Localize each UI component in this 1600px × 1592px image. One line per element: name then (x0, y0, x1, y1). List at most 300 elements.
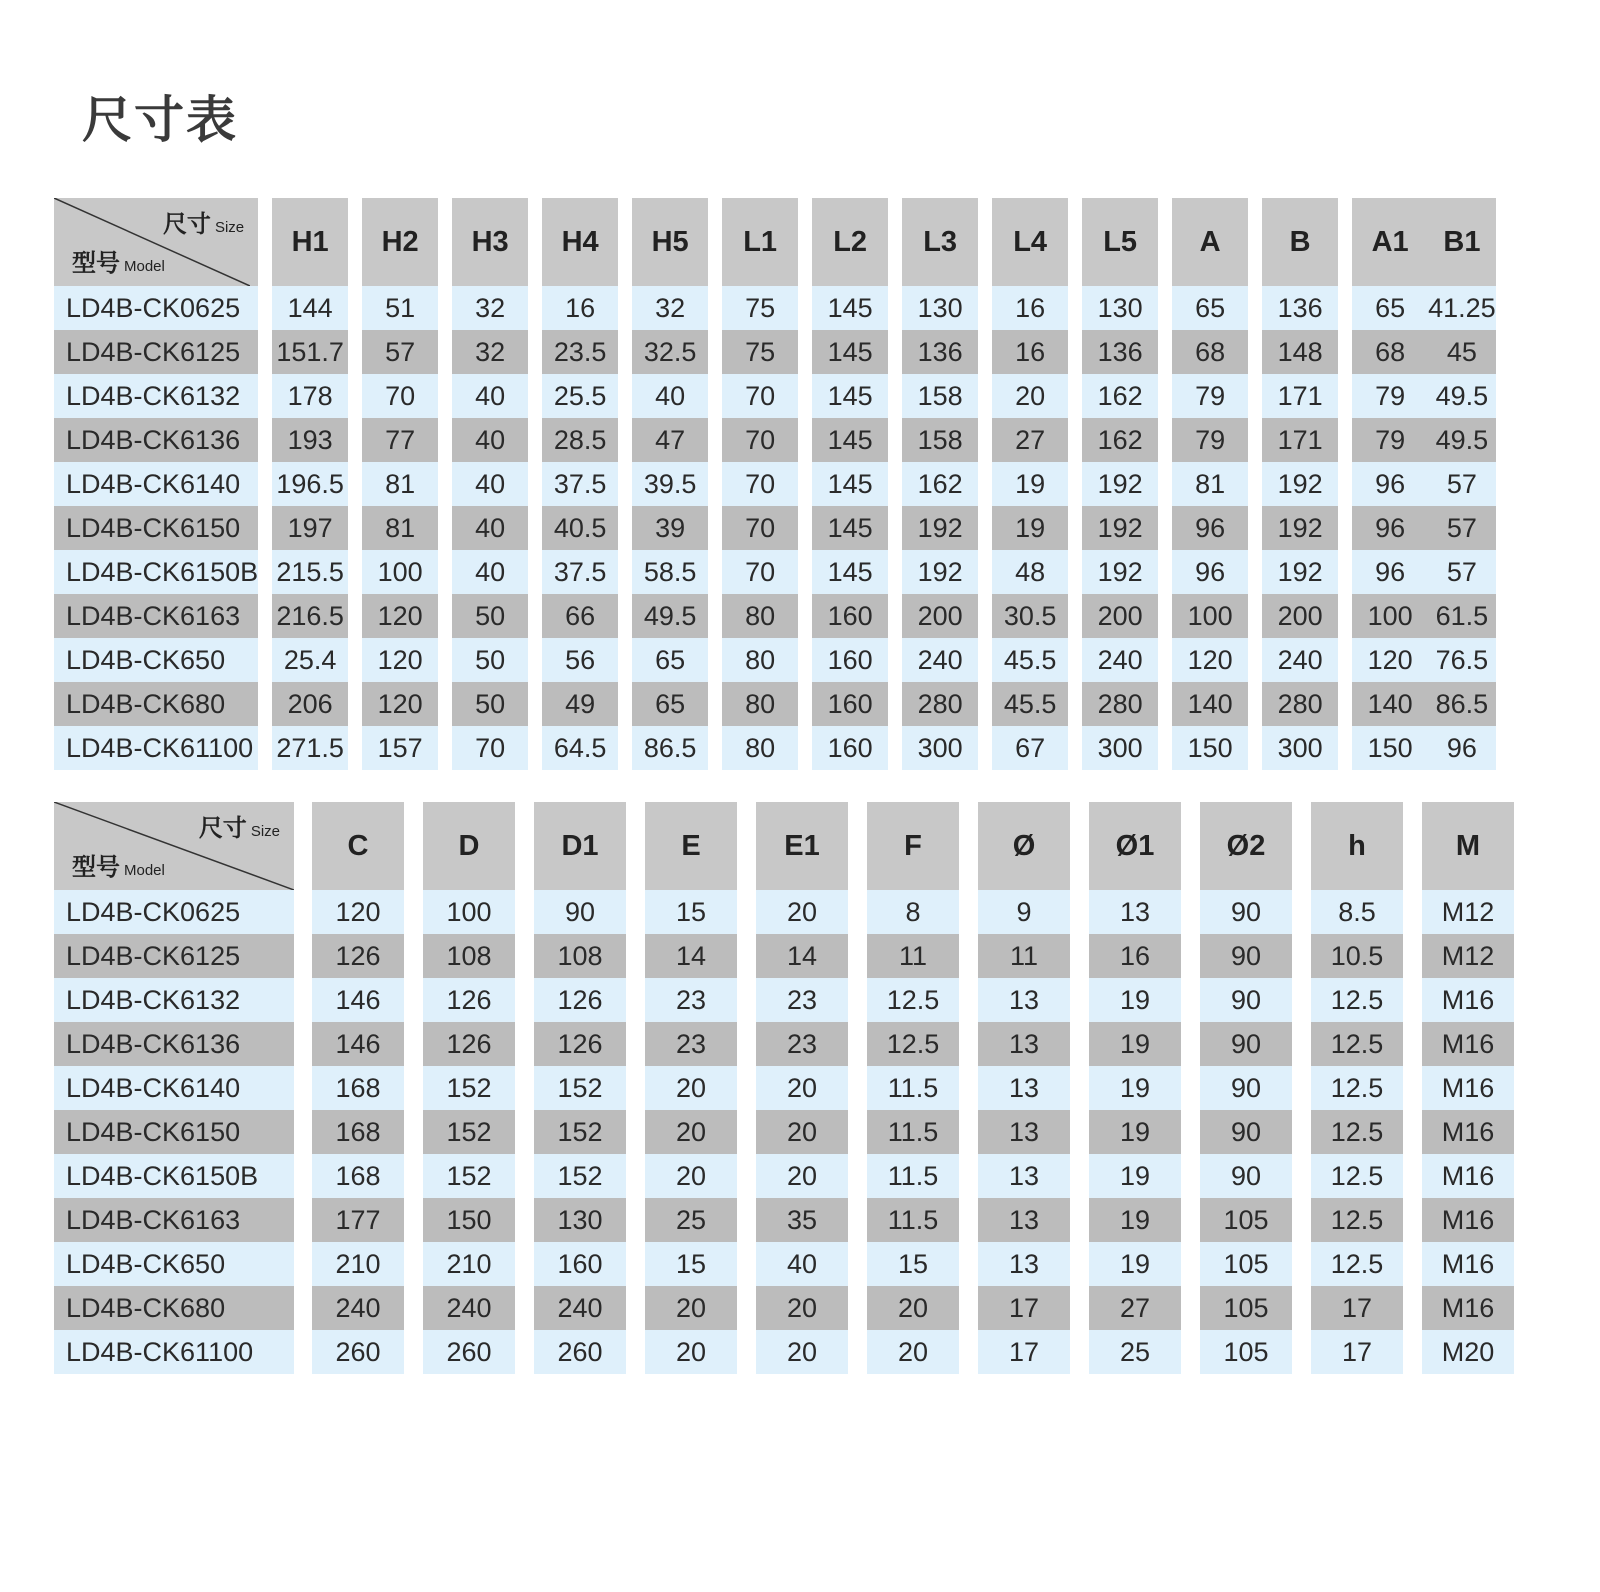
column-gap (888, 682, 902, 726)
value-cell: 17 (978, 1286, 1070, 1330)
column-gap (626, 1330, 645, 1374)
column-gap (1070, 978, 1089, 1022)
value-cell: 45 (1428, 330, 1496, 374)
value-cell: 27 (992, 418, 1068, 462)
column-gap (798, 594, 812, 638)
column-header: L1 (722, 198, 798, 286)
column-gap (1068, 462, 1082, 506)
column-gap (959, 802, 978, 890)
value-cell: 136 (1262, 286, 1338, 330)
model-cell: LD4B-CK61100 (54, 1330, 294, 1374)
value-cell: 120 (312, 890, 404, 934)
column-gap (1403, 890, 1422, 934)
column-gap (1181, 1330, 1200, 1374)
value-cell: 105 (1200, 1286, 1292, 1330)
value-cell: M16 (1422, 1022, 1514, 1066)
column-gap (528, 506, 542, 550)
column-gap (1068, 682, 1082, 726)
model-cell: LD4B-CK0625 (54, 286, 258, 330)
value-cell: 260 (312, 1330, 404, 1374)
value-cell: 105 (1200, 1242, 1292, 1286)
value-cell: 70 (722, 374, 798, 418)
column-gap (798, 330, 812, 374)
column-gap (1158, 682, 1172, 726)
column-gap (708, 550, 722, 594)
column-gap (978, 682, 992, 726)
dimension-table-1 (54, 198, 1496, 770)
column-gap (1292, 1066, 1311, 1110)
value-cell: 67 (992, 726, 1068, 770)
value-cell: 48 (992, 550, 1068, 594)
value-cell: 13 (978, 1242, 1070, 1286)
column-gap (618, 374, 632, 418)
value-cell: 152 (423, 1154, 515, 1198)
value-cell: 120 (362, 638, 438, 682)
table-row (54, 594, 1496, 638)
value-cell: 41.25 (1428, 286, 1496, 330)
column-gap (348, 638, 362, 682)
column-gap (1158, 506, 1172, 550)
column-gap (618, 594, 632, 638)
value-cell: 70 (722, 418, 798, 462)
value-cell: 66 (542, 594, 618, 638)
value-cell: M20 (1422, 1330, 1514, 1374)
value-cell: 105 (1200, 1198, 1292, 1242)
value-cell: 90 (1200, 1110, 1292, 1154)
column-gap (258, 418, 272, 462)
column-header: H1 (272, 198, 348, 286)
column-gap (1068, 638, 1082, 682)
model-cell: LD4B-CK6140 (54, 1066, 294, 1110)
value-cell: 12.5 (1311, 1066, 1403, 1110)
value-cell: 178 (272, 374, 348, 418)
value-cell: 40.5 (542, 506, 618, 550)
value-cell: 39 (632, 506, 708, 550)
column-gap (404, 934, 423, 978)
value-cell: 45.5 (992, 638, 1068, 682)
value-cell: 120 (362, 594, 438, 638)
value-cell: 11.5 (867, 1198, 959, 1242)
value-cell: 50 (452, 638, 528, 682)
column-gap (618, 506, 632, 550)
column-gap (1068, 418, 1082, 462)
column-header: L4 (992, 198, 1068, 286)
column-gap (959, 1286, 978, 1330)
value-cell: 20 (756, 890, 848, 934)
column-gap (1403, 1330, 1422, 1374)
value-cell: 192 (1082, 462, 1158, 506)
value-cell: 20 (645, 1110, 737, 1154)
model-cell: LD4B-CK61100 (54, 726, 258, 770)
column-gap (1403, 802, 1422, 890)
value-cell: 280 (902, 682, 978, 726)
column-gap (1403, 1154, 1422, 1198)
column-gap (1158, 638, 1172, 682)
value-cell: 47 (632, 418, 708, 462)
column-gap (978, 462, 992, 506)
column-gap (1181, 1110, 1200, 1154)
value-cell: 11.5 (867, 1066, 959, 1110)
value-cell: 23 (645, 978, 737, 1022)
table-row (54, 1242, 1514, 1286)
column-gap (1068, 594, 1082, 638)
model-cell: LD4B-CK6163 (54, 594, 258, 638)
value-cell: 77 (362, 418, 438, 462)
column-gap (348, 506, 362, 550)
value-cell: 27 (1089, 1286, 1181, 1330)
column-gap (1181, 1022, 1200, 1066)
column-gap (708, 638, 722, 682)
column-gap (258, 682, 272, 726)
value-cell: 130 (902, 286, 978, 330)
value-cell: 28.5 (542, 418, 618, 462)
column-gap (1248, 198, 1262, 286)
value-cell: 23 (756, 1022, 848, 1066)
model-cell: LD4B-CK6150 (54, 506, 258, 550)
column-gap (294, 1066, 312, 1110)
value-cell: 12.5 (1311, 1242, 1403, 1286)
column-header: M (1422, 802, 1514, 890)
table-row (54, 1330, 1514, 1374)
column-gap (888, 374, 902, 418)
table-row (54, 286, 1496, 330)
value-cell: 96 (1428, 726, 1496, 770)
column-gap (798, 682, 812, 726)
value-cell: 49.5 (1428, 374, 1496, 418)
value-cell: 150 (1172, 726, 1248, 770)
column-gap (1158, 374, 1172, 418)
column-gap (1068, 330, 1082, 374)
value-cell: 280 (1262, 682, 1338, 726)
value-cell: 50 (452, 682, 528, 726)
table-row (54, 1022, 1514, 1066)
column-gap (1181, 1242, 1200, 1286)
value-cell: 65 (1172, 286, 1248, 330)
value-cell: 152 (423, 1110, 515, 1154)
value-cell: M16 (1422, 978, 1514, 1022)
model-label (72, 243, 165, 278)
column-gap (626, 1022, 645, 1066)
value-cell: 100 (362, 550, 438, 594)
value-cell: 25 (645, 1198, 737, 1242)
column-gap (404, 890, 423, 934)
value-cell: 215.5 (272, 550, 348, 594)
model-cell: LD4B-CK6125 (54, 330, 258, 374)
column-gap (528, 550, 542, 594)
column-gap (798, 198, 812, 286)
column-gap (1292, 1198, 1311, 1242)
column-gap (737, 934, 756, 978)
column-gap (626, 1286, 645, 1330)
column-gap (258, 638, 272, 682)
table-row (54, 934, 1514, 978)
column-gap (515, 1022, 534, 1066)
column-gap (1292, 1286, 1311, 1330)
value-cell: 37.5 (542, 462, 618, 506)
value-cell: 20 (756, 1154, 848, 1198)
column-gap (737, 978, 756, 1022)
value-cell: 162 (902, 462, 978, 506)
column-gap (737, 802, 756, 890)
column-header: A1 (1352, 198, 1428, 286)
value-cell: 75 (722, 330, 798, 374)
column-header: F (867, 802, 959, 890)
column-gap (1403, 934, 1422, 978)
value-cell: 108 (423, 934, 515, 978)
value-cell: 70 (722, 462, 798, 506)
column-gap (1070, 1110, 1089, 1154)
value-cell: 140 (1352, 682, 1428, 726)
value-cell: M16 (1422, 1066, 1514, 1110)
column-gap (404, 1066, 423, 1110)
column-gap (1292, 1022, 1311, 1066)
column-gap (1070, 1066, 1089, 1110)
column-gap (294, 934, 312, 978)
value-cell: 105 (1200, 1330, 1292, 1374)
column-gap (258, 594, 272, 638)
value-cell: 49 (542, 682, 618, 726)
value-cell: 126 (312, 934, 404, 978)
value-cell: M16 (1422, 1110, 1514, 1154)
value-cell: 65 (632, 638, 708, 682)
column-gap (438, 682, 452, 726)
column-gap (618, 330, 632, 374)
value-cell: 12.5 (1311, 1022, 1403, 1066)
column-gap (1181, 890, 1200, 934)
value-cell: 61.5 (1428, 594, 1496, 638)
column-gap (848, 978, 867, 1022)
column-gap (888, 198, 902, 286)
model-cell: LD4B-CK6140 (54, 462, 258, 506)
column-gap (1070, 802, 1089, 890)
value-cell: 162 (1082, 418, 1158, 462)
column-gap (737, 1286, 756, 1330)
value-cell: 76.5 (1428, 638, 1496, 682)
column-gap (798, 462, 812, 506)
value-cell: 200 (1082, 594, 1158, 638)
value-cell: 19 (1089, 1066, 1181, 1110)
column-gap (708, 198, 722, 286)
table-row (54, 638, 1496, 682)
value-cell: 40 (452, 462, 528, 506)
value-cell: 160 (812, 638, 888, 682)
value-cell: 11.5 (867, 1110, 959, 1154)
model-label (72, 847, 165, 882)
column-gap (1403, 1198, 1422, 1242)
size-label (199, 808, 280, 843)
column-gap (848, 1110, 867, 1154)
value-cell: 192 (902, 506, 978, 550)
value-cell: 200 (902, 594, 978, 638)
column-gap (798, 374, 812, 418)
column-gap (528, 726, 542, 770)
value-cell: 11 (867, 934, 959, 978)
column-header: B (1262, 198, 1338, 286)
value-cell: 300 (1262, 726, 1338, 770)
value-cell: 96 (1352, 506, 1428, 550)
column-gap (348, 550, 362, 594)
value-cell: 79 (1352, 418, 1428, 462)
column-gap (348, 726, 362, 770)
value-cell: 13 (978, 1022, 1070, 1066)
model-cell: LD4B-CK6150B (54, 1154, 294, 1198)
column-gap (708, 374, 722, 418)
column-gap (294, 1110, 312, 1154)
column-gap (1248, 374, 1262, 418)
column-gap (848, 1198, 867, 1242)
value-cell: 19 (1089, 1110, 1181, 1154)
value-cell: 20 (645, 1286, 737, 1330)
column-gap (404, 1198, 423, 1242)
value-cell: 146 (312, 978, 404, 1022)
value-cell: 152 (534, 1154, 626, 1198)
value-cell: 260 (423, 1330, 515, 1374)
value-cell: 57 (1428, 462, 1496, 506)
model-label-en: Model (124, 258, 165, 275)
value-cell: 51 (362, 286, 438, 330)
value-cell: M16 (1422, 1154, 1514, 1198)
value-cell: 145 (812, 330, 888, 374)
column-gap (848, 934, 867, 978)
value-cell: 240 (1262, 638, 1338, 682)
column-gap (737, 1154, 756, 1198)
value-cell: 260 (534, 1330, 626, 1374)
value-cell: 45.5 (992, 682, 1068, 726)
model-cell: LD4B-CK6150B (54, 550, 258, 594)
value-cell: 193 (272, 418, 348, 462)
column-gap (258, 550, 272, 594)
column-gap (978, 198, 992, 286)
value-cell: 79 (1352, 374, 1428, 418)
value-cell: 136 (902, 330, 978, 374)
column-gap (515, 1242, 534, 1286)
column-gap (294, 890, 312, 934)
column-gap (258, 330, 272, 374)
column-gap (1070, 1242, 1089, 1286)
column-header: B1 (1428, 198, 1496, 286)
column-gap (888, 726, 902, 770)
value-cell: 168 (312, 1110, 404, 1154)
column-gap (294, 1022, 312, 1066)
value-cell: 158 (902, 374, 978, 418)
dimension-table-2 (54, 802, 1514, 1374)
column-gap (348, 594, 362, 638)
value-cell: 32.5 (632, 330, 708, 374)
value-cell: 240 (1082, 638, 1158, 682)
column-header: Ø (978, 802, 1070, 890)
column-gap (348, 198, 362, 286)
value-cell: 20 (645, 1154, 737, 1198)
column-gap (978, 726, 992, 770)
value-cell: 39.5 (632, 462, 708, 506)
column-gap (1068, 286, 1082, 330)
value-cell: 240 (902, 638, 978, 682)
value-cell: 145 (812, 550, 888, 594)
value-cell: 145 (812, 506, 888, 550)
value-cell: 35 (756, 1198, 848, 1242)
column-gap (618, 462, 632, 506)
column-gap (888, 286, 902, 330)
value-cell: 79 (1172, 418, 1248, 462)
value-cell: 300 (1082, 726, 1158, 770)
column-gap (978, 286, 992, 330)
column-gap (888, 594, 902, 638)
model-cell: LD4B-CK6132 (54, 374, 258, 418)
column-gap (258, 374, 272, 418)
column-gap (348, 418, 362, 462)
value-cell: 13 (1089, 890, 1181, 934)
value-cell: 80 (722, 638, 798, 682)
column-gap (959, 1330, 978, 1374)
column-gap (1292, 1110, 1311, 1154)
value-cell: 68 (1172, 330, 1248, 374)
value-cell: 160 (812, 594, 888, 638)
column-gap (528, 594, 542, 638)
value-cell: 15 (645, 1242, 737, 1286)
value-cell: 10.5 (1311, 934, 1403, 978)
column-gap (978, 506, 992, 550)
value-cell: 30.5 (992, 594, 1068, 638)
column-gap (959, 978, 978, 1022)
value-cell: 56 (542, 638, 618, 682)
column-gap (1068, 506, 1082, 550)
column-gap (626, 934, 645, 978)
column-header: L5 (1082, 198, 1158, 286)
column-gap (1338, 682, 1352, 726)
column-gap (708, 682, 722, 726)
value-cell: 57 (1428, 506, 1496, 550)
value-cell: 11 (978, 934, 1070, 978)
value-cell: 40 (452, 374, 528, 418)
column-gap (959, 1110, 978, 1154)
column-header: A (1172, 198, 1248, 286)
column-gap (258, 462, 272, 506)
value-cell: 49.5 (632, 594, 708, 638)
value-cell: 177 (312, 1198, 404, 1242)
model-cell: LD4B-CK650 (54, 1242, 294, 1286)
value-cell: 90 (1200, 1022, 1292, 1066)
value-cell: 49.5 (1428, 418, 1496, 462)
column-gap (1181, 978, 1200, 1022)
column-gap (848, 1286, 867, 1330)
value-cell: 80 (722, 682, 798, 726)
column-header: H5 (632, 198, 708, 286)
value-cell: 17 (1311, 1330, 1403, 1374)
column-gap (1158, 550, 1172, 594)
model-cell: LD4B-CK680 (54, 1286, 294, 1330)
value-cell: 126 (423, 978, 515, 1022)
value-cell: 96 (1352, 462, 1428, 506)
table-row (54, 890, 1514, 934)
column-gap (978, 638, 992, 682)
column-gap (959, 1242, 978, 1286)
value-cell: 81 (362, 462, 438, 506)
value-cell: 70 (452, 726, 528, 770)
table-row (54, 1154, 1514, 1198)
value-cell: 20 (645, 1066, 737, 1110)
column-gap (294, 978, 312, 1022)
value-cell: 40 (632, 374, 708, 418)
column-gap (959, 1022, 978, 1066)
model-label-cn: 型号 (72, 250, 120, 277)
value-cell: 100 (423, 890, 515, 934)
value-cell: 13 (978, 1154, 1070, 1198)
value-cell: M16 (1422, 1198, 1514, 1242)
value-cell: 12.5 (867, 1022, 959, 1066)
column-gap (1338, 418, 1352, 462)
column-gap (798, 506, 812, 550)
value-cell: 96 (1172, 506, 1248, 550)
